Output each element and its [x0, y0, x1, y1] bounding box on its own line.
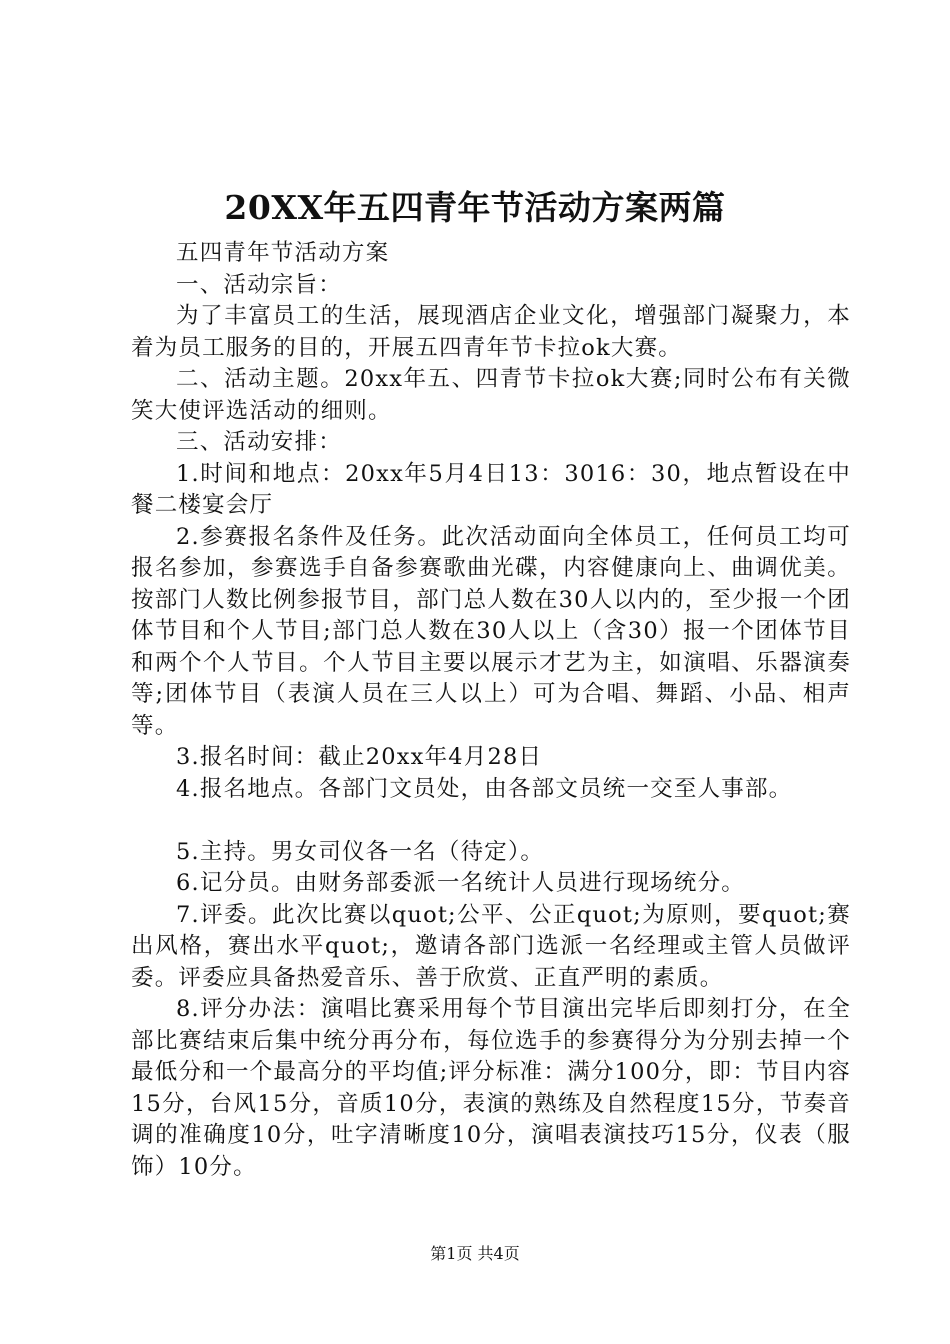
paragraph-section-3: 三、活动安排： — [176, 429, 342, 455]
paragraph-theme: 二、活动主题。20xx年五、四青节卡拉ok大赛;同时公布有关微笑大使评选活动的细则。 — [131, 366, 851, 424]
document-title: 20XX年五四青年节活动方案两篇 — [224, 188, 726, 227]
paragraph-registration: 2.参赛报名条件及任务。此次活动面向全体员工，任何员工均可报名参加，参赛选手自备参赛歌曲光碟，内容健康向上、曲调优美。按部门人数比例参报节目，部门总人数在30人以内的，至少报一个团体节目和个人节目;部门总人数在30人以上（含30）报一个团体节目和两个个人节目。个人节目主要以展示才艺为主，如演唱、乐器演奏等;团体节目（表演人员在三人以上）可为合唱、舞蹈、小品、相声等。 — [131, 523, 851, 739]
page-footer: 第1页 共4页 — [430, 1244, 520, 1263]
paragraph-time-place: 1.时间和地点：20xx年5月4日13：3016：30，地点暂设在中餐二楼宴会厅 — [131, 460, 851, 518]
paragraph-scorekeeper: 6.记分员。由财务部委派一名统计人员进行现场统分。 — [176, 870, 745, 896]
paragraph-section-1: 一、活动宗旨： — [176, 271, 342, 298]
paragraph-gap — [131, 805, 851, 837]
paragraph-location: 4.报名地点。各部门文员处，由各部文员统一交至人事部。 — [176, 775, 793, 802]
paragraph-heading: 五四青年节活动方案 — [176, 240, 390, 266]
paragraph-host: 5.主持。男女司仪各一名（待定）。 — [176, 838, 545, 865]
paragraph-purpose: 为了丰富员工的生活，展现酒店企业文化，增强部门凝聚力，本着为员工服务的目的，开展五四青年节卡拉ok大赛。 — [131, 303, 851, 361]
document-body — [131, 238, 851, 1183]
paragraph-judges: 7.评委。此次比赛以quot;公平、公正quot;为原则，要quot;赛出风格，赛出水平quot;，邀请各部门选派一名经理或主管人员做评委。评委应具备热爱音乐、善于欣赏、正直严明的素质。 — [131, 901, 851, 991]
paragraph-scoring: 8.评分办法：演唱比赛采用每个节目演出完毕后即刻打分，在全部比赛结束后集中统分再分布，每位选手的参赛得分为分别去掉一个最低分和一个最高分的平均值;评分标准：满分100分，即：节目内容15分，台风15分，音质10分，表演的熟练及自然程度15分，节奏音调的准确度10分，吐字清晰度10分，演唱表演技巧15分，仪表（服饰）10分。 — [131, 996, 851, 1180]
paragraph-deadline: 3.报名时间：截止20xx年4月28日 — [176, 744, 543, 770]
